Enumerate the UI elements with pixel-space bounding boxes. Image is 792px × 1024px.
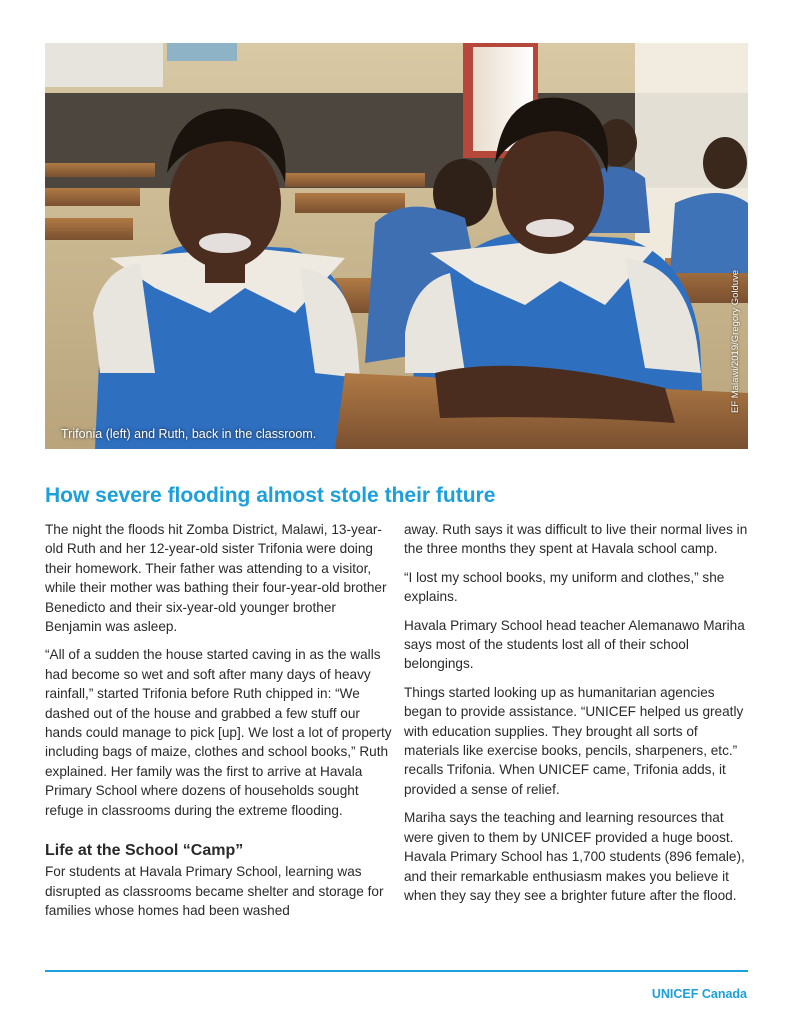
- paragraph: Havala Primary School head teacher Alemanawo Mariha says most of the students lost all of their school belongings.: [404, 617, 745, 672]
- right-column: [404, 520, 752, 914]
- paragraph: Mariha says the teaching and learning resources that were given to them by UNICEF provided a huge boost. Havala Primary School has 1,700 students (896 female), and their remarkable enthusiasm makes you believe it when they say they see a brighter future after the flood.: [404, 810, 745, 903]
- classroom-photo: [45, 43, 748, 449]
- photo-credit: EF Malawi/2019/Gregory Golduve: [730, 269, 741, 413]
- footer-divider: [45, 970, 748, 972]
- paragraph: For students at Havala Primary School, learning was disrupted as classrooms became shelter and storage for families whose homes had been washed: [45, 864, 384, 918]
- photo-caption: Trifonia (left) and Ruth, back in the classroom.: [61, 427, 317, 441]
- paragraph: Things started looking up as humanitarian agencies began to provide assistance. “UNICEF helped us greatly with education supplies. They brought all sorts of materials like exercise books, pencils, sharpeners, etc.” recalls Trifonia. When UNICEF came, Trifonia adds, it provided a sense of relief.: [404, 684, 744, 797]
- classroom-illustration: [45, 43, 748, 449]
- section-subheading: Life at the School “Camp”: [45, 842, 244, 860]
- footer-brand: UNICEF Canada: [651, 987, 747, 1001]
- paragraph: “All of a sudden the house started caving in as the walls had become so wet and soft after many days of heavy rainfall,” started Trifonia before Ruth chipped in: “We dashed out of the house and grabbed a few stuff our hands could manage to pick [up]. We lost a lot of property including bags of maize, clothes and school books,” Ruth explained. Her family was the first to arrive at Havala Primary School where dozens of households sought refuge in classrooms during the extreme flooding.: [45, 647, 392, 818]
- paragraph: The night the floods hit Zomba District, Malawi, 13-year-old Ruth and her 12-year-old sister Trifonia were doing their homework. Their father was attending to a visitor, while their mother was bathing their four-year-old brother Benedicto and their six-year-old younger brother Benjamin was asleep.: [45, 522, 387, 635]
- left-column: [45, 520, 395, 929]
- paragraph: “I lost my school books, my uniform and clothes,” she explains.: [404, 569, 725, 605]
- article-title: How severe flooding almost stole their future: [45, 484, 496, 507]
- paragraph: away. Ruth says it was difficult to live their normal lives in the three months they spent at Havala school camp.: [404, 522, 748, 557]
